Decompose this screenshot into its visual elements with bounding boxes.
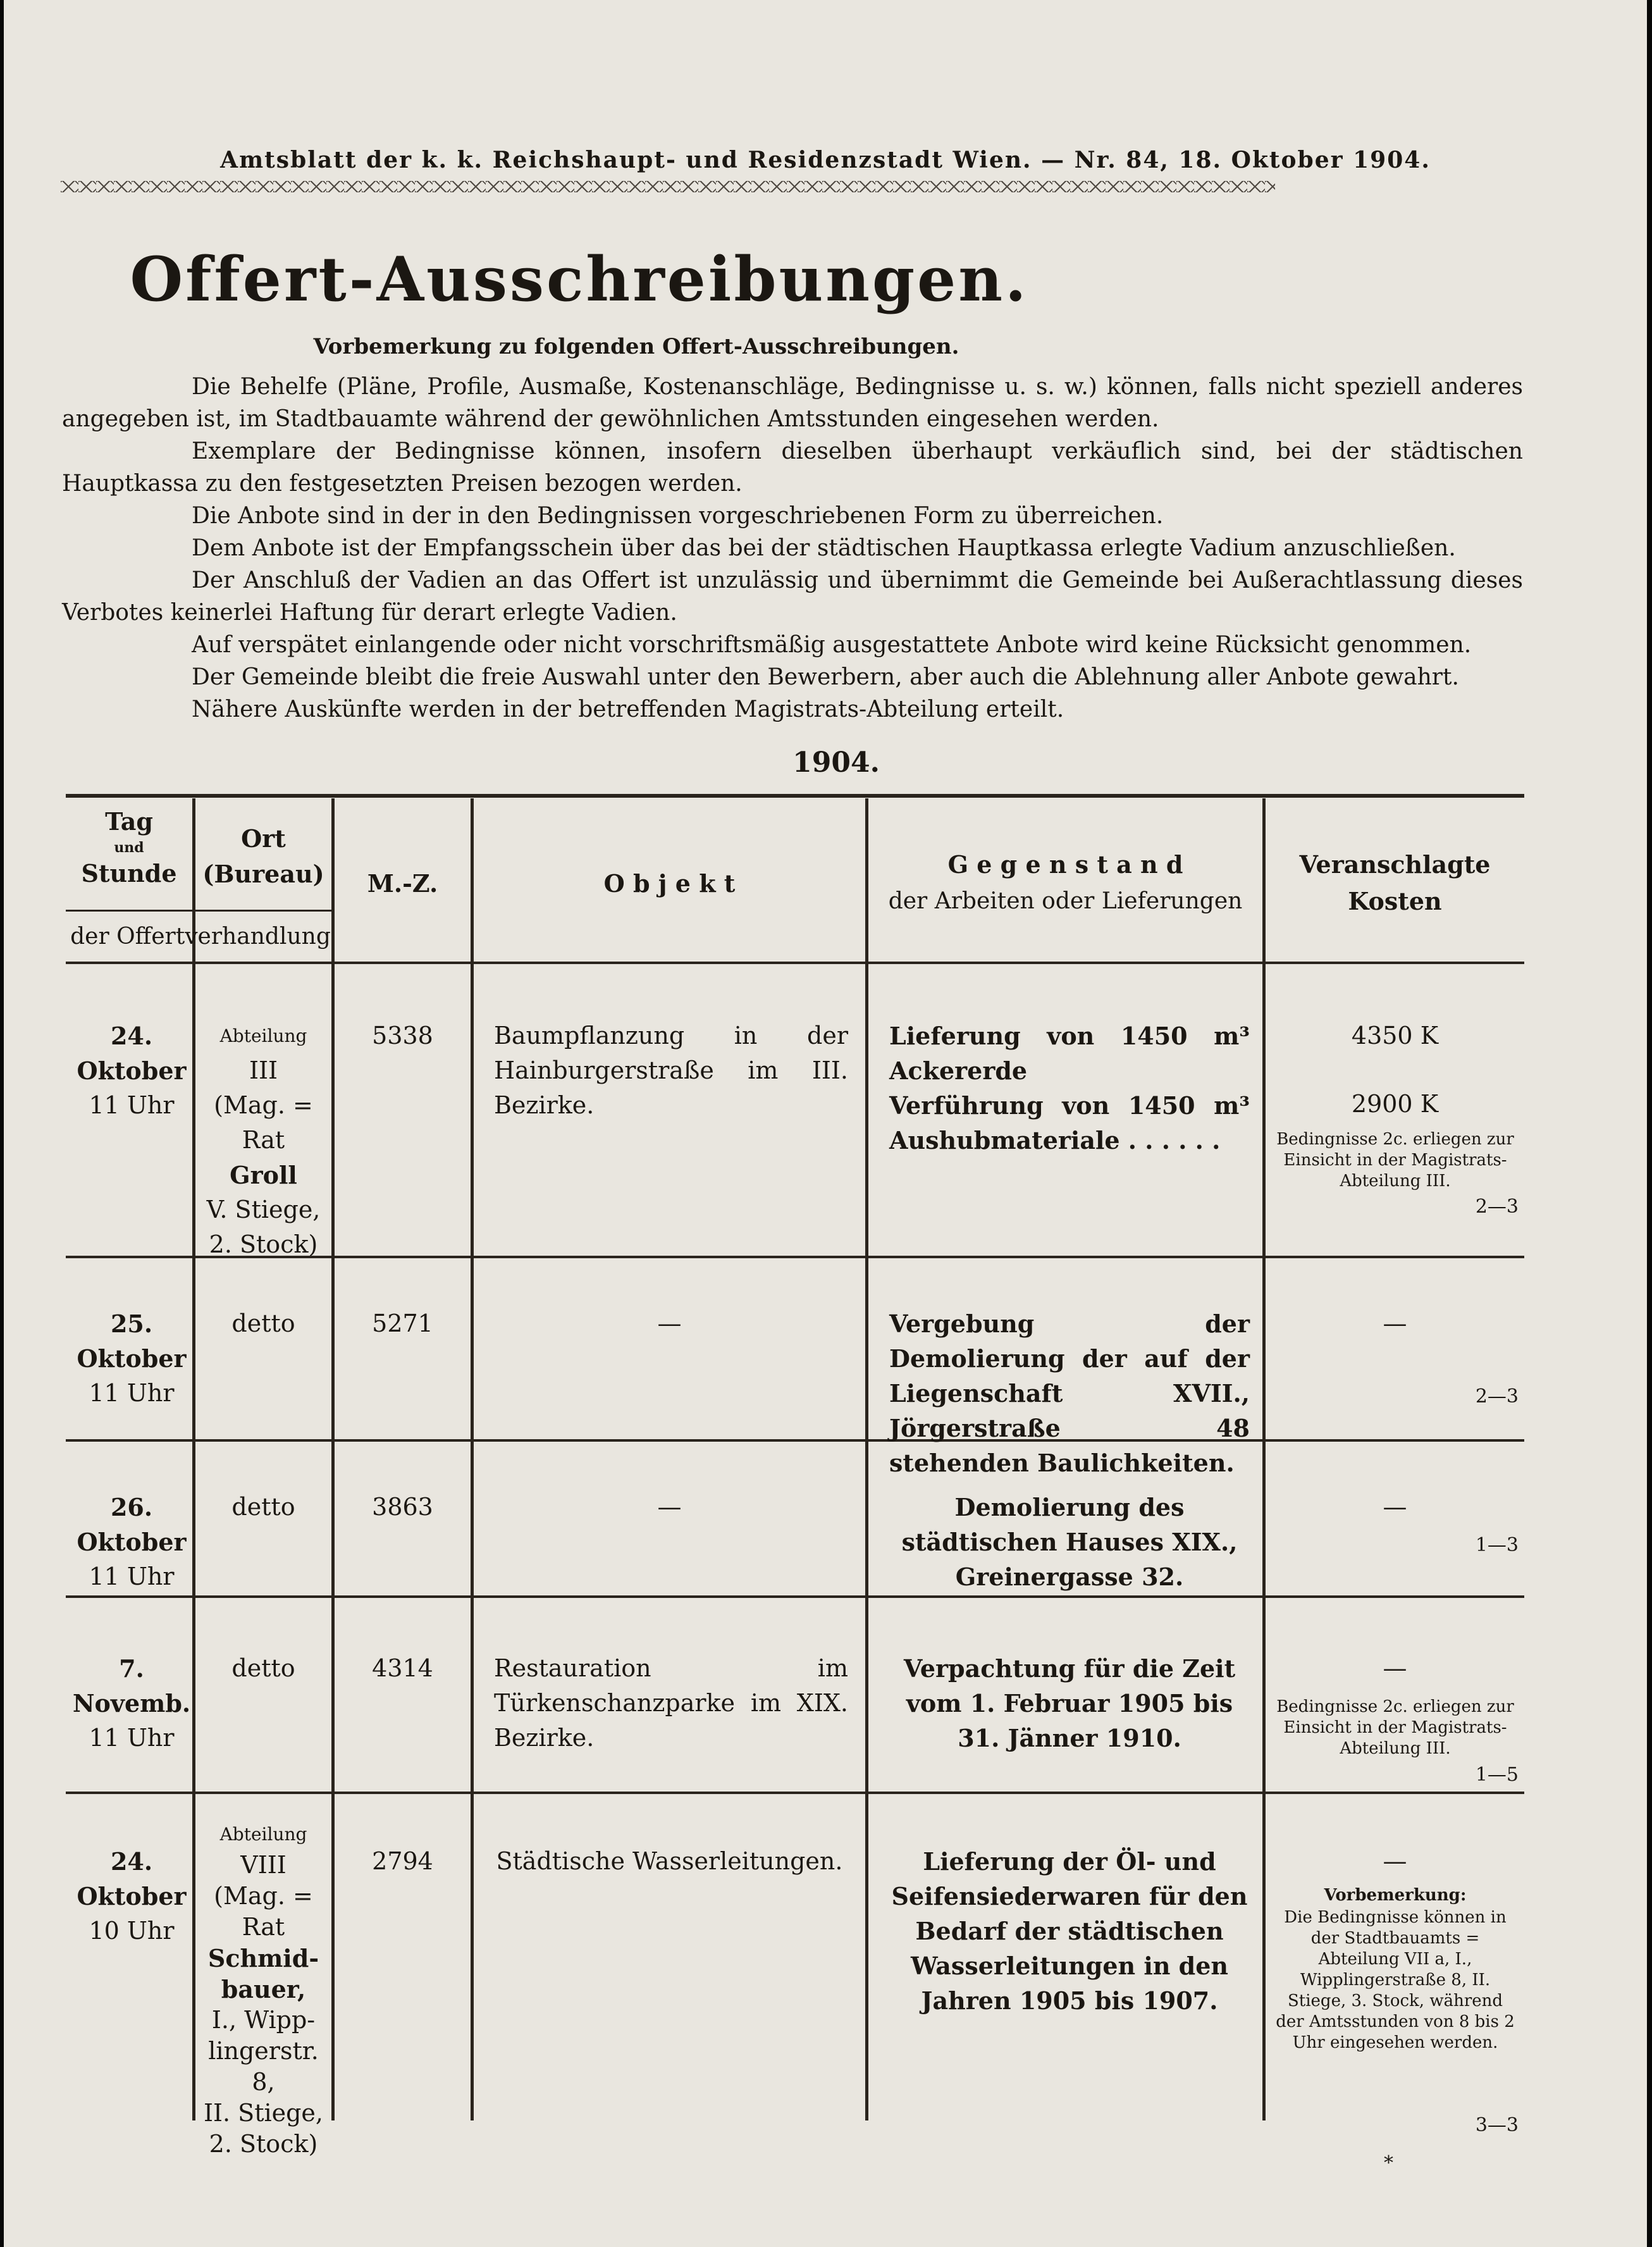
page-title: Offert-Ausschreibungen. [130, 244, 1029, 315]
objekt-text: — [657, 1493, 682, 1521]
objekt-text: Restauration im Türkenschanzparke im XIX. Bezirke. [494, 1654, 848, 1752]
objekt-text: Städtische Wasserleitungen. [496, 1847, 843, 1875]
offer-time: 10 Uhr [89, 1917, 175, 1945]
ort-line: (Mag. = Rat [214, 1882, 313, 1941]
table-row-ort [195, 1819, 331, 2160]
note-paragraph: Exemplare der Bedingnisse können, insofern dieselben überhaupt verkäuflich sind, bei der städtischen Hauptkassa zu den festgesetzten Preisen bezogen werden. [62, 438, 1523, 497]
row-rule [66, 1595, 1524, 1598]
offer-time: 11 Uhr [89, 1379, 175, 1407]
ort-line: Abteilung [219, 1025, 307, 1046]
ort-text: detto [231, 1309, 295, 1337]
table-top-rule [66, 794, 1524, 798]
mz-number: 3863 [372, 1493, 433, 1521]
table-row-date [66, 1844, 197, 1948]
header-und: und [114, 839, 144, 856]
offer-date: 7. Novemb. [72, 1654, 191, 1718]
kosten-value: 2900 K [1351, 1090, 1439, 1118]
ort-line: I., Wipp- [211, 2006, 316, 2034]
ort-line: V. Stiege, [206, 1196, 321, 1223]
header-bureau-label: (Bureau) [202, 860, 324, 888]
note-paragraph: Die Behelfe (Pläne, Profile, Ausmaße, Kostenanschläge, Bedingnisse u. s. w.) können, falls nicht speziell anderes angegeben ist, im Stadtbauamte während der gewöhnlichen Amtsstunden eingesehen werden. [62, 374, 1523, 432]
header-kosten-label-2: Kosten [1348, 887, 1442, 915]
kosten-value: — [1383, 1654, 1407, 1682]
ort-line: Schmid- [207, 1944, 319, 1972]
header-offertverhandlung: der Offertverhandlung [70, 924, 331, 950]
ort-text: detto [231, 1493, 295, 1521]
offer-time: 11 Uhr [89, 1563, 175, 1590]
table-row-date [66, 1651, 197, 1755]
header-stunde: Stunde [81, 859, 177, 888]
table-row-date [66, 1306, 197, 1411]
preliminary-notes [62, 371, 1523, 726]
gegenstand-line: Lieferung von 1450 m³ Ackererde [889, 1022, 1250, 1085]
table-row-date [66, 1490, 197, 1594]
ort-text: detto [231, 1654, 295, 1682]
ort-line: 2. Stock) [209, 2130, 318, 2158]
gegenstand-text [889, 1018, 1250, 1158]
offer-date: 25. Oktober [77, 1309, 187, 1373]
header-gegenstand [868, 846, 1262, 920]
kosten-value: — [1383, 1493, 1407, 1521]
header-ort [195, 821, 331, 892]
header-gegenstand-label: G e g e n s t a n d [947, 850, 1183, 879]
table-row-ort [195, 1018, 331, 1262]
offer-date: 24. Oktober [77, 1847, 187, 1910]
mz-number: 5338 [372, 1022, 433, 1049]
page-ref: 3—3 [1475, 2114, 1519, 2136]
header-ort-label: Ort [241, 824, 286, 853]
conditions-note: Die Bedingnisse können in der Stadtbauamts = Abteilung VII a, I., Wipplingerstraße 8, II. Stiege, 3. Stock, während der Amtsstunden von 8 bis 2 Uhr eingesehen werden. [1276, 1908, 1515, 2052]
header-kosten-label: Veranschlagte [1299, 850, 1491, 879]
ort-line: Abteilung [219, 1824, 307, 1845]
header-gegenstand-sub: der Arbeiten oder Lieferungen [888, 888, 1243, 914]
page-ref: 2—3 [1475, 1196, 1519, 1218]
offer-date: 26. Oktober [77, 1493, 187, 1556]
page-ref: 1—3 [1475, 1534, 1519, 1556]
conditions-note: Bedingnisse 2c. erliegen zur Einsicht in der Magistrats-Abteilung III. [1276, 1130, 1514, 1191]
header-tag-und-stunde [66, 803, 192, 892]
mz-number: 5271 [372, 1309, 433, 1337]
header-sub-rule [66, 910, 331, 912]
header-tag: Tag [105, 807, 153, 836]
note-paragraph: Nähere Auskünfte werden in der betreffenden Magistrats-Abteilung erteilt. [192, 696, 1064, 722]
row-rule [66, 1792, 1524, 1794]
note-paragraph: Der Anschluß der Vadien an das Offert ist unzulässig und übernimmt die Gemeinde bei Außerachtlassung dieses Verbotes keinerlei Haftung für derart erlegte Vadien. [62, 567, 1523, 626]
page-ref: 2—3 [1475, 1385, 1519, 1408]
col-divider [865, 798, 868, 2120]
gegenstand-text: Demolierung des städtischen Hauses XIX., Greinergasse 32. [901, 1493, 1238, 1591]
ort-line: VIII [240, 1851, 287, 1879]
running-head: Amtsblatt der k. k. Reichshaupt- und Residenzstadt Wien. — Nr. 84, 18. Oktober 1904. [220, 147, 1431, 173]
ort-line: bauer, [221, 1975, 306, 2003]
mz-number: 4314 [372, 1654, 433, 1682]
mz-number: 2794 [372, 1847, 433, 1875]
header-mz: M.-Z. [367, 869, 438, 898]
gegenstand-text: Vergebung der Demolierung der auf der Liegenschaft XVII., Jörgerstraße 48 stehenden Baulichkeiten. [889, 1309, 1250, 1477]
ort-line: Groll [230, 1161, 297, 1189]
preliminary-note-heading: Vorbemerkung zu folgenden Offert-Ausschreibungen. [313, 334, 959, 359]
page-ref: 1—5 [1475, 1764, 1519, 1786]
conditions-note-title: Vorbemerkung: [1324, 1886, 1467, 1905]
offer-date: 24. Oktober [77, 1022, 187, 1085]
table-row-date [66, 1018, 197, 1123]
conditions-note: Bedingnisse 2c. erliegen zur Einsicht in der Magistrats-Abteilung III. [1276, 1697, 1514, 1758]
ort-line: 2. Stock) [209, 1230, 318, 1258]
ort-line: II. Stiege, [203, 2099, 324, 2127]
gegenstand-text: Lieferung der Öl- und Seifensiederwaren für den Bedarf der städtischen Wasserleitungen in den Jahren 1905 bis 1907. [891, 1847, 1248, 2015]
ort-line: III [249, 1056, 278, 1084]
note-paragraph: Der Gemeinde bleibt die freie Auswahl unter den Bewerbern, aber auch die Ablehnung aller Anbote gewahrt. [192, 664, 1459, 690]
table-year: 1904. [792, 746, 880, 779]
kosten-value: — [1383, 1309, 1407, 1337]
objekt-text: — [657, 1309, 682, 1337]
offer-time: 11 Uhr [89, 1091, 175, 1119]
objekt-text: Baumpflanzung in der Hainburgerstraße im III. Bezirke. [494, 1022, 848, 1119]
newspaper-page [4, 0, 1647, 2247]
col-divider [331, 798, 335, 2120]
gegenstand-text: Verpachtung für die Zeit vom 1. Februar 1905 bis 31. Jänner 1910. [903, 1654, 1236, 1752]
row-rule [66, 1439, 1524, 1442]
col-divider [471, 798, 474, 2120]
kosten-value: — [1383, 1847, 1407, 1875]
table-header-rule [66, 962, 1524, 964]
header-kosten [1266, 846, 1524, 920]
decorative-wavy-rule [61, 181, 1275, 192]
offer-time: 11 Uhr [89, 1724, 175, 1752]
gegenstand-line: Verführung von 1450 m³ Aushubmateriale . . . . . . [889, 1091, 1250, 1154]
kosten-value: 4350 K [1351, 1022, 1439, 1049]
header-objekt: O b j e k t [603, 869, 736, 898]
note-paragraph: Auf verspätet einlangende oder nicht vorschriftsmäßig ausgestattete Anbote wird keine Rücksicht genommen. [192, 632, 1472, 658]
footnote-mark: * [1384, 2152, 1393, 2174]
ort-line: lingerstr. 8, [208, 2037, 319, 2096]
note-paragraph: Die Anbote sind in der in den Bedingnissen vorgeschriebenen Form zu überreichen. [192, 503, 1164, 529]
col-divider [1262, 798, 1266, 2120]
ort-line: (Mag. = Rat [214, 1091, 313, 1154]
note-paragraph: Dem Anbote ist der Empfangsschein über das bei der städtischen Hauptkassa erlegte Vadium anzuschließen. [192, 535, 1456, 561]
